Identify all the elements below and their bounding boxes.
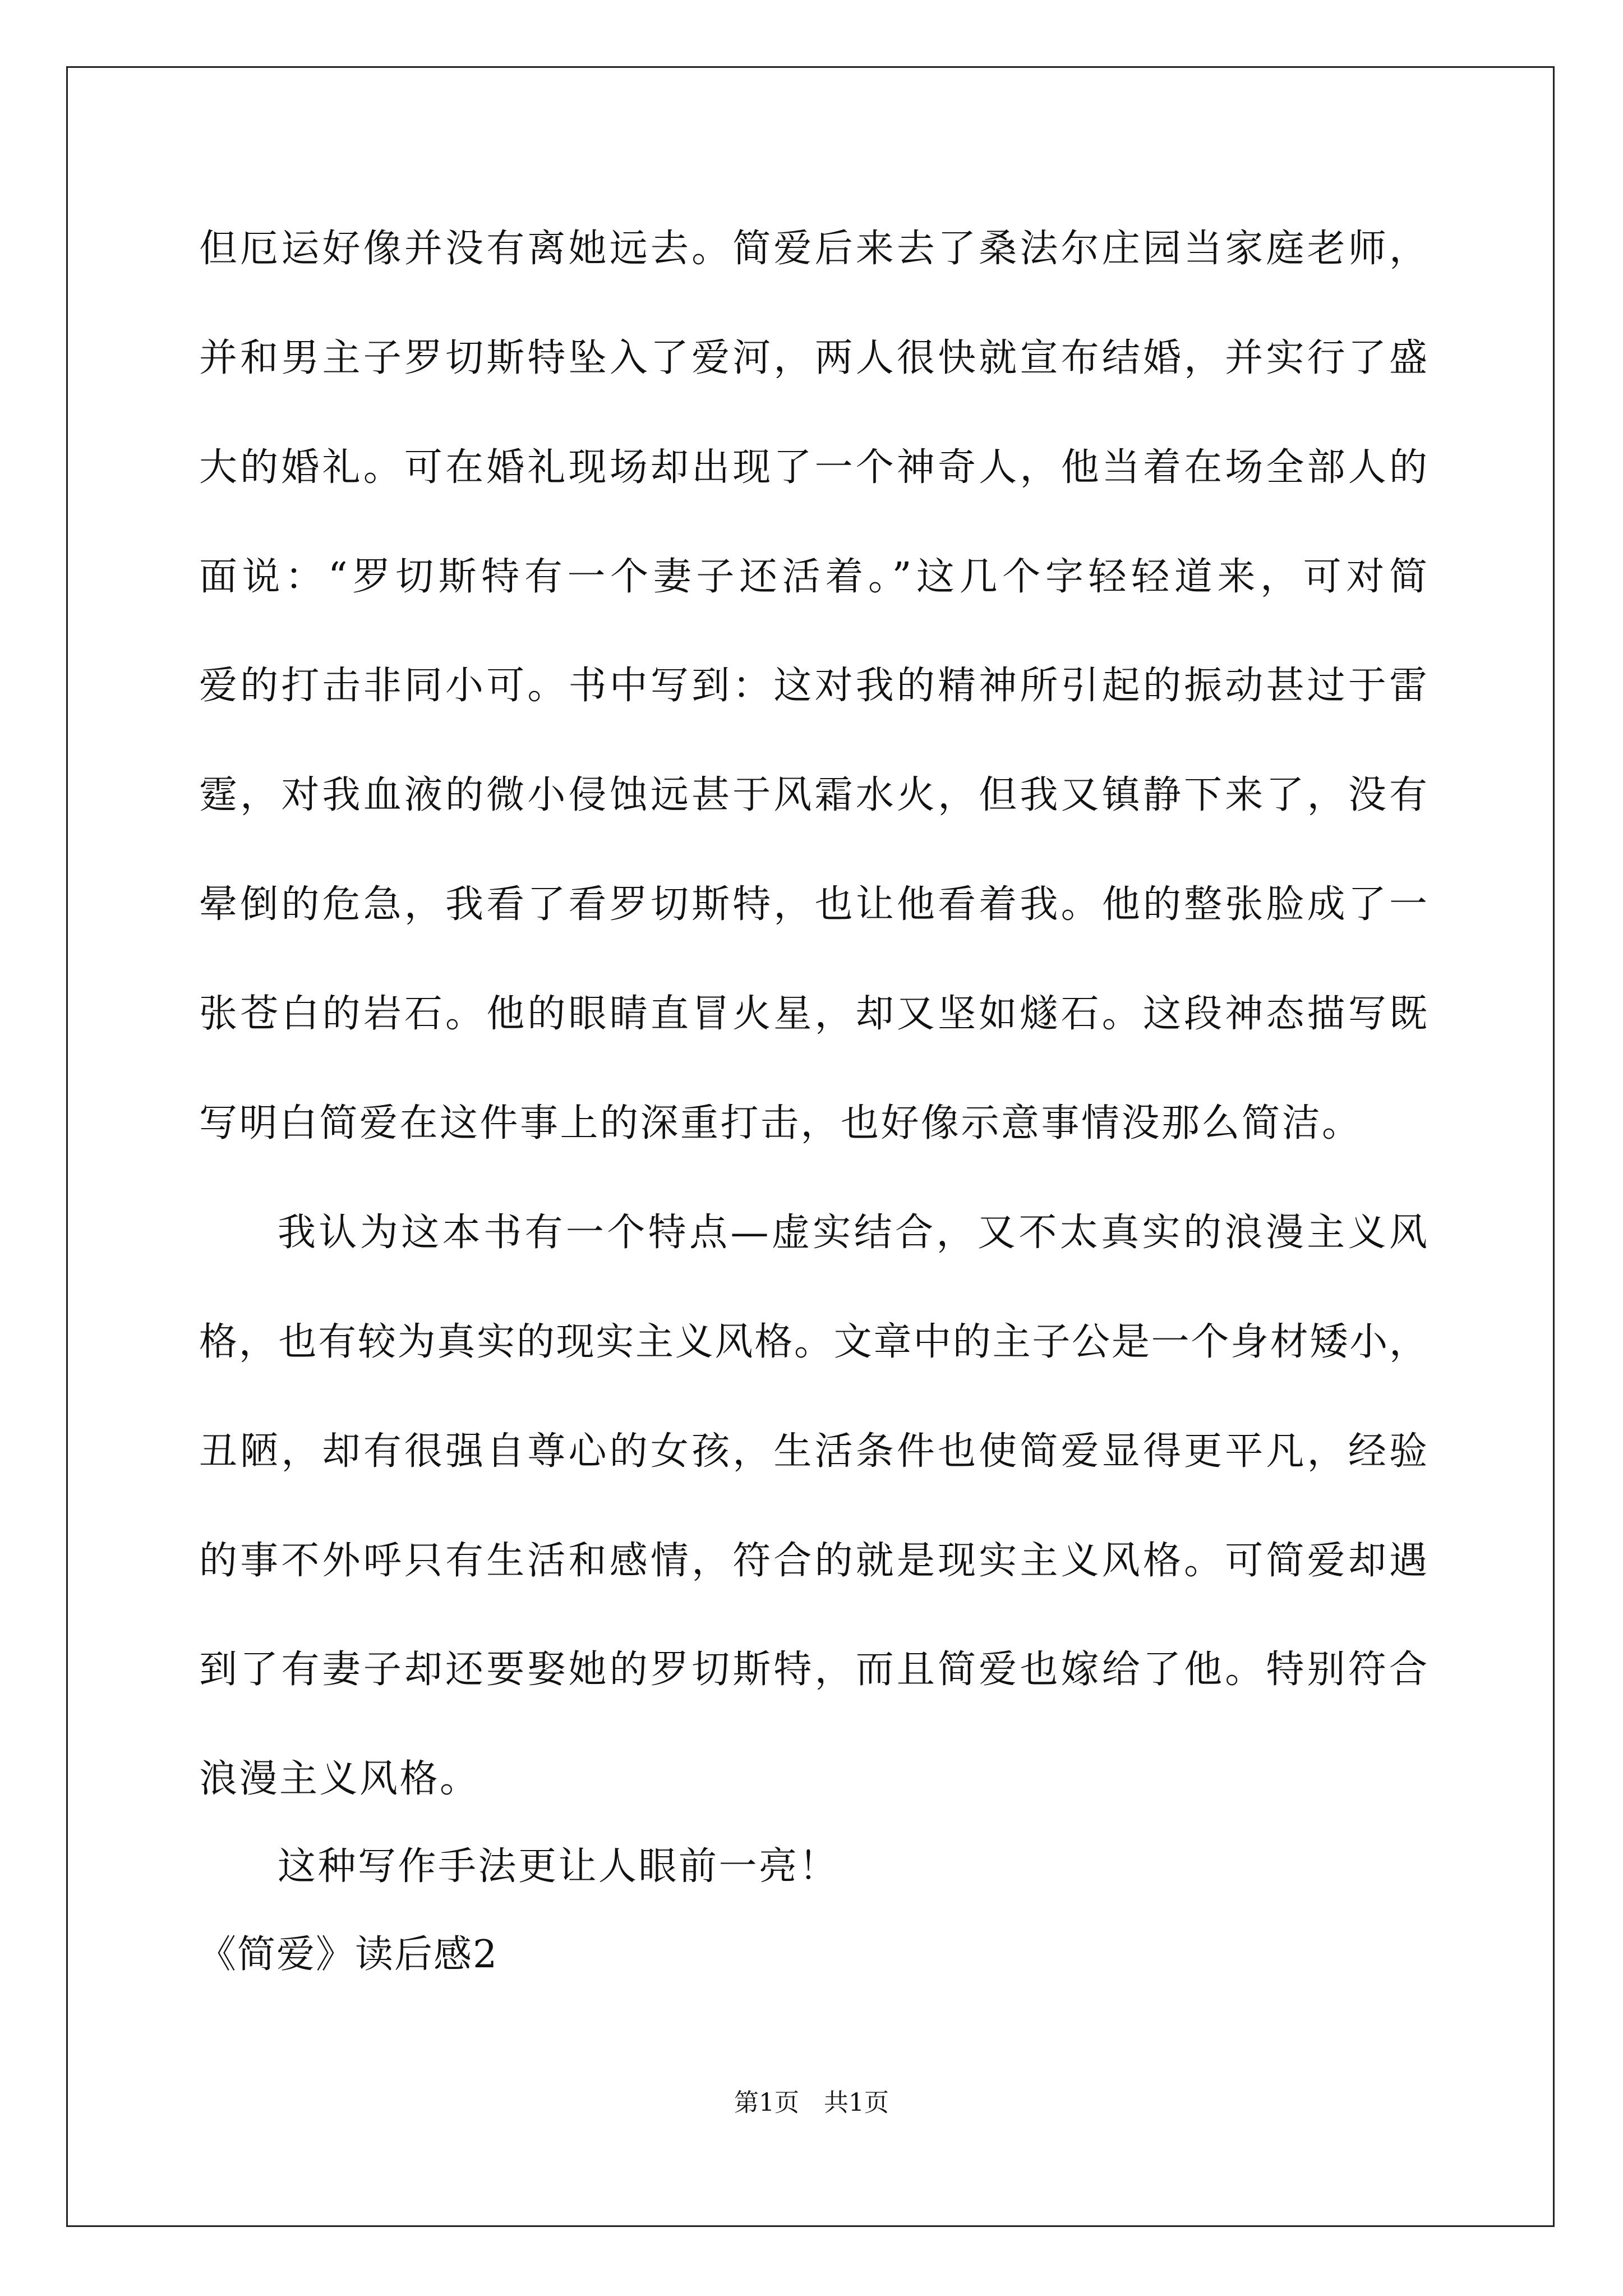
paragraph-line: 这种写作手法更让人眼前一亮！ [278, 1844, 840, 1889]
page-border [66, 66, 1555, 2227]
paragraph-line: 写明白简爱在这件事上的深重打击，也好像示意事情没那么简洁。 [199, 1101, 1362, 1145]
paragraph-line: 我认为这本书有一个特点—虚实结合，又不太真实的浪漫主义风 [278, 1211, 1427, 1255]
paragraph-line: 张苍白的岩石。他的眼睛直冒火星，却又坚如燧石。这段神态描写既 [199, 992, 1427, 1036]
paragraph-line: 面说：“罗切斯特有一个妻子还活着。”这几个字轻轻道来，可对简 [199, 555, 1427, 599]
paragraph-line: 大的婚礼。可在婚礼现场却出现了一个神奇人，他当着在场全部人的 [199, 445, 1427, 490]
paragraph-line: 到了有妻子却还要娶她的罗切斯特，而且简爱也嫁给了他。特别符合 [199, 1648, 1427, 1692]
section-heading: 《简爱》读后感2 [198, 1932, 499, 1977]
paragraph-line: 的事不外呼只有生活和感情，符合的就是现实主义风格。可简爱却遇 [199, 1539, 1427, 1583]
page-footer: 第1页 共1页 [734, 2088, 889, 2117]
paragraph-line: 晕倒的危急，我看了看罗切斯特，也让他看着我。他的整张脸成了一 [199, 882, 1427, 927]
paragraph-line: 霆，对我血液的微小侵蚀远甚于风霜水火，但我又镇静下来了，没有 [199, 773, 1427, 817]
paragraph-line: 但厄运好像并没有离她远去。简爱后来去了桑法尔庄园当家庭老师， [199, 227, 1427, 271]
paragraph-line: 浪漫主义风格。 [199, 1757, 480, 1801]
paragraph-line: 爱的打击非同小可。书中写到：这对我的精神所引起的振动甚过于雷 [199, 664, 1427, 708]
paragraph-line: 格，也有较为真实的现实主义风格。文章中的主子公是一个身材矮小， [199, 1320, 1427, 1364]
paragraph-line: 并和男主子罗切斯特坠入了爱河，两人很快就宣布结婚，并实行了盛 [199, 336, 1427, 380]
paragraph-line: 丑陋，却有很强自尊心的女孩，生活条件也使简爱显得更平凡，经验 [199, 1429, 1427, 1474]
